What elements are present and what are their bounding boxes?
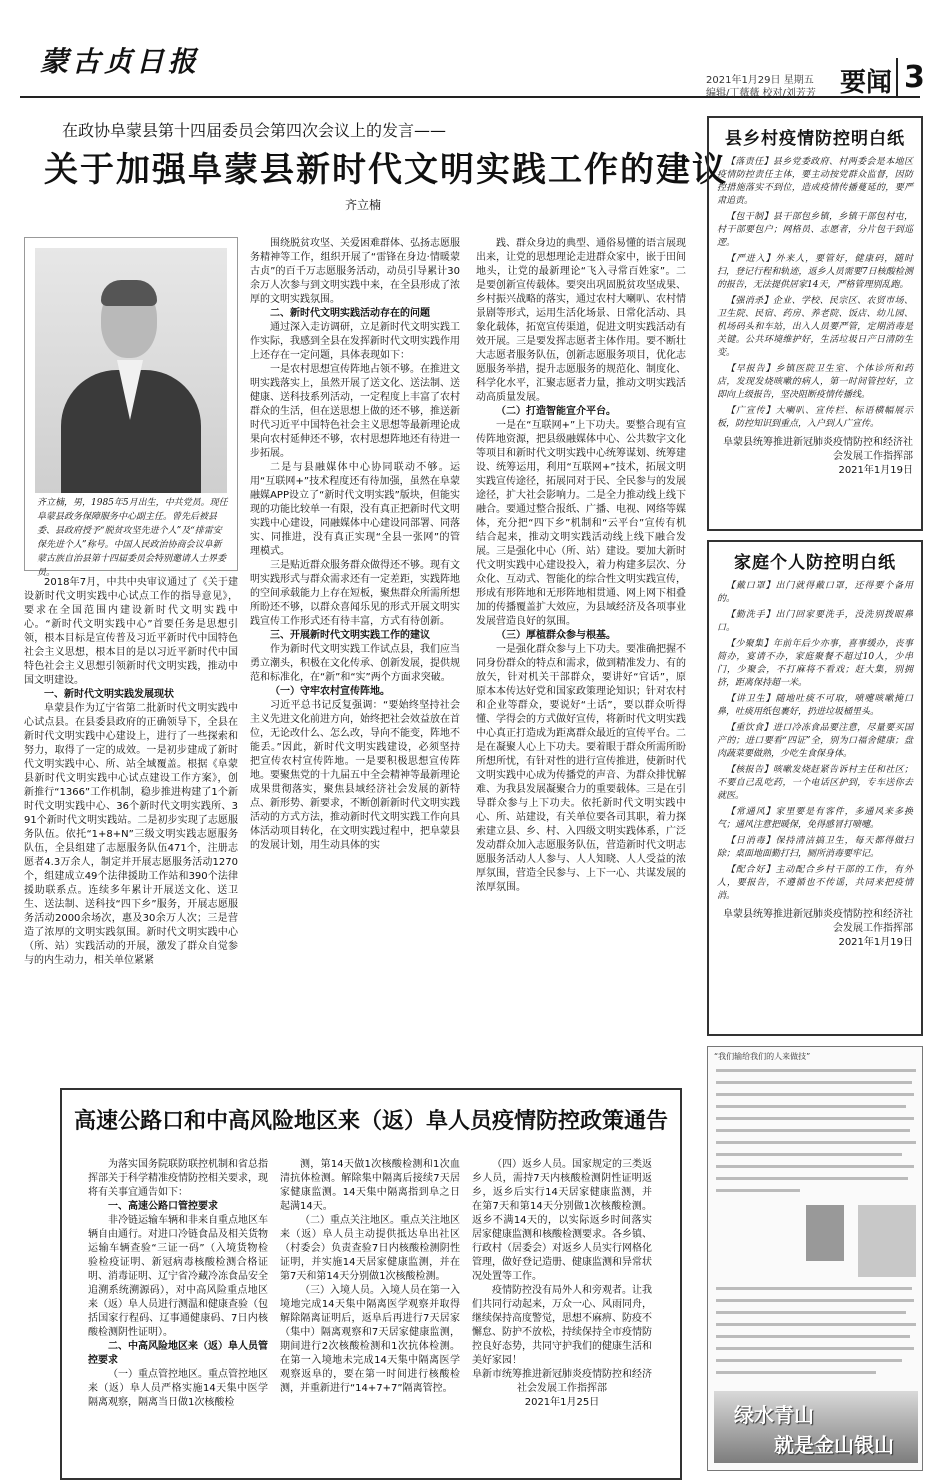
policy-subheading: 一、高速公路口管控要求 [108,1201,218,1212]
policy-column-2 [280,1158,460,1476]
issue-meta [706,74,816,100]
family-notice-item: 【戴口罩】出门就得戴口罩，还得要个备用的。 [717,581,913,604]
village-notice-item: 【包干制】县干部包乡镇，乡镇干部包村屯，村干部要包户；网格员、志愿者，分片包干到巡逻。 [717,212,913,248]
article-paragraph: 作为新时代文明实践工作试点县，我们应当勇立潮头，积极在文化传承、创新发展，提供规范和标准化，在“新”和“实”两个方面求突破。 [250,644,460,683]
article-paragraph: 二是与县融媒体中心协同联动不够。运用“互联网+”技术程度还有待加强，虽然在阜蒙融媒APP设立了“新时代文明实践”版块，但能实现的功能比较单一有限，没有真正把新时代文明实践中心建设，同融媒体中心建设同部署、同落实、同推进，没有真正实现“全县一张网”的管理模式。 [250,462,460,557]
masthead [20,18,925,99]
family-notice-footer [709,905,921,956]
thumbnail-image-2 [858,1205,916,1277]
family-notice-item: 【核报告】咳嗽发烧赶紧告诉村主任和社区；不要自己乱吃药，一个电话区护到，专车送你去就医。 [717,765,913,801]
policy-paragraph: 疫情防控没有局外人和旁观者。让我们共同行动起来，万众一心、风雨同舟，继续保持高度警觉，思想不麻痹、防疫不懈怠、防护不放松，持续保持全市疫情防控良好态势，共同守护我们的健康生活和美好家园！ [472,1285,652,1366]
family-notice-title: 家庭个人防控明白纸 [734,553,896,573]
family-notice-item: 【讲卫生】随地吐痰不可取，喷嚏咳嗽掩口鼻，吐痰用纸包裹好，扔进垃圾桶里头。 [717,694,913,717]
village-notice-item: 【严进入】外来人，要管好，健康码，随时扫，登记行程和轨迹，返乡人员需要7日核酸检测的报告，无法提供居家14天，严格管理别乱跑。 [717,254,913,290]
village-notice-org: 阜蒙县统筹推进新冠肺炎疫情防控和经济社会发展工作指挥部 [723,437,913,462]
village-notice-item: 【强消杀】企业、学校、民宗区、农贸市场、卫生院、民宿、药房、养老院、饭店、幼儿园、机场码头和车站，出入人员要严管，定期消毒是关键。公共环境维护好，生活垃圾日产日清防生变。 [717,296,913,358]
thumbnail-image-1 [806,1205,844,1261]
issue-date: 2021年1月29日 星期五 [706,75,814,86]
article-column-3 [476,237,686,1059]
article-paragraph: 一是在“互联网+”上下功夫。要整合现有宣传阵地资源，把县级融媒体中心、公共数字文化等项目和新时代文明实践中心统筹谋划、统筹建设、统筹运用，利用“互联网+”技术，拓展文明实践宣传途径，拓展同对于民、全民参与的发展途径，扩大社会影响力。二是全力推动线上线下融合。要通过整合报纸、广播、电视、网络等媒体，充分把“四下乡”机制和“云平台”宣传有机结合起来，推动文明实践活动线上线下融合发展。三是强化中心（所、站）建设。要加大新时代文明实践中心建设投入，着力构建多层次、分众化、互动式、智能化的综合性文明实践宣传，形成有形阵地和无形阵地相贯通、网上网下相叠加的传播覆盖扩大效应，为县域经济及各项事业发展营造良好的氛围。 [476,420,686,627]
family-notice-item: 【日消毒】保持清洁搞卫生，每天都得做扫除；桌面地面勤打扫，厕所消毒要牢记。 [717,836,913,859]
article-paragraph: 阜蒙县作为辽宁省第二批新时代文明实践中心试点县。在县委县政府的正确领导下，全县在新时代文明实践中心建设上，进行了一些探索和努力，取得了一定的成效。一是初步建成了新时代文明实践中心、所、站全域覆盖。根据《阜蒙县新时代文明实践中心试点建设工作方案》，创新推行“1366”工作机制，稳步推进构建了1个新时代文明实践中心、36个新时代文明实践所、391个新时代文明实践站。二是初步实现了志愿服务队伍。依托“1+8+N”三级文明实践志愿服务队伍，全县组建了志愿服务队伍471个，注册志愿者4.3万余人，制定并开展志愿服务活动1270个，组建成立49个法律援助工作站和390个法律援助联系点。连续多年累计开展送文化、送卫生、送法制、送科技“四下乡”服务，开展志愿服务活动2000余场次，惠及30余万人次；三是营造了浓厚的文明实践氛围。新时代文明实践中心（所、站）实践活动的开展，激发了群众自觉参与的内生动力，相关单位紧紧 [24,703,238,966]
article-paragraph: 围绕脱贫攻坚、关爱困难群体、弘扬志愿服务精神等工作，组织开展了“雷锋在身边·情暖蒙古贞”的百千万志愿服务活动，动员引导累计30余万人次参与到文明实践中来，在全县形成了浓厚的文明实践氛围。 [250,238,460,305]
article-headline: 关于加强阜蒙县新时代文明实践工作的建议 [44,150,728,190]
paper-name-logo: 蒙古贞日报 [40,45,201,78]
article-column-2 [250,237,460,1059]
village-notice-item: 【落责任】县乡党委政府、村两委会是本地区疫情防控责任主体，要主动按党群众监督，因防控措施落实不到位，造成疫情传播蔓延的，要严肃追责。 [717,157,913,206]
policy-paragraph: 为落实国务院联防联控机制和省总指挥部关于科学精准疫情防控相关要求，现将有关事宜通告如下： [88,1159,268,1198]
family-notice-org: 阜蒙县统筹推进新冠肺炎疫情防控和经济社会发展工作指挥部 [723,909,913,934]
village-notice-item: 【早报告】乡镇医院卫生室、个体诊所和药店，发现发烧咳嗽的病人，第一时间管控好，立即向上级报告，坚决阻断疫情传播线。 [717,364,913,400]
policy-paragraph: 非冷链运输车辆和非来自重点地区车辆自由通行。对进口冷链食品及相关货物运输车辆查验“三证一码”（入境货物检验检疫证明、新冠病毒核酸检测合格证明、消毒证明、辽宁省冷藏冷冻食品安全追溯系统溯源码），对中高风险重点地区来（返）阜人员进行测温和健康查验（包括国家行程码、辽事通健康码、7日内核酸检测阴性证明）。 [88,1215,268,1338]
article-paragraph: 一是强化群众参与上下功夫。要准确把握不同身份群众的特点和需求，做到精准发力、有的放矢，针对机关干部群众，要讲好“官话”，原原本本传达好党和国家政策理论知识；针对农村和企业等群众，要说好“土话”，要以群众听得懂、学得会的方式做好宣传，将新时代文明实践中心真正打造成为距离群众最近的宣传平台。二是在凝聚人心上下功夫。要着眼于群众所需所盼所想所忧，有针对性的进行宣传推进，使新时代文明实践中心成为传播党的声音、为群众排忧解难、为我县发展凝聚合力的重要载体。三是在引导群众参与上下功夫。依托新时代文明实践中心、所、站建设，有关单位要各司其职，着力探索建立县、乡、村、入四级文明实践体系，广泛发动群众加入志愿服务队伍，营造新时代文明志愿服务活动人人参与、人人知晓、人人受益的浓厚氛围，营造全民参与、上下一心、共谋发展的浓厚氛围。 [476,644,686,893]
policy-notice-title: 高速公路口和中高风险地区来（返）阜人员疫情防控政策通告 [73,1108,668,1134]
family-notice-item: 【常通风】家里要是有客件，多通风来多换气；通风注意把暖保，免得感冒打喷嚏。 [717,807,913,830]
section-name: 要闻 [840,68,893,98]
article-paragraph: 2018年7月，中共中央审议通过了《关于建设新时代文明实践中心试点工作的指导意见》，要求在全国范围内建设新时代文明实践中心。“新时代文明实践中心”首要任务是思想引领，根本目标是宣传普及习近平新时代中国特色社会主义思想，根本目的是以习近平新时代中国特色社会主义思想引领新时代文明实践，推动中国文明建设。 [24,577,238,686]
page-number: 3 [896,58,930,98]
article-subheading: （一）守牢农村宣传阵地。 [270,686,390,697]
family-notice-date: 2021年1月19日 [838,937,913,948]
article-subheading: 二、新时代文明实践活动存在的问题 [270,308,430,319]
article-paragraph: 一是农村思想宣传阵地占领不够。在推进文明实践落实上，虽然开展了送文化、送法制、送健康、送科技系列活动，一定程度上丰富了农村群众的生活，但在送思想上做的还不够，推送新时代习近平中国特色社会主义思想等最新理论成果向农村延伸还不够，农村思想阵地还有待进一步拓展。 [250,364,460,459]
issue-editors: 编辑/丁薇薇 校对/刘芳芳 [706,88,816,99]
ad-line-1: 绿水青山 [734,1403,814,1427]
family-prevention-notice [707,540,923,1036]
village-notice-title: 县乡村疫情防控明白纸 [725,129,905,149]
policy-column-3 [472,1158,652,1476]
article-byline: 齐立楠 [345,198,382,212]
policy-paragraph: （二）重点关注地区。重点关注地区来（返）阜人员主动提供抵达阜出社区（村委会）负责查验7日内核酸检测阴性证明，并实施14天居家健康监测，并在第7天和第14天分别做1次核酸检测。 [280,1215,460,1282]
policy-paragraph: 阜新市统筹推进新冠肺炎疫情防控和经济社会发展工作指挥部 [472,1369,652,1394]
policy-paragraph: （一）重点管控地区。重点管控地区来（返）阜人员严格实施14天集中医学隔离观察，隔离当日做1次核酸检 [88,1369,268,1408]
article-paragraph: 习近平总书记反复强调：“要始终坚持社会主义先进文化前进方向，始终把社会效益放在首位，无论改什么、怎么改，导向不能变，阵地不能丢。”因此，新时代文明实践建设，必须坚持把宣传农村宣传阵地。一是要积极思想宣传阵地。要聚焦党的十九届五中全会精神等最新理论成果贯彻落实，聚焦县域经济社会发展的新特点、新形势、新要求，不断创新新时代文明实践活动的方式方法，推动新时代文明实践工作向具体活动项目转化，在文明实践过程中，把阜蒙县的发展计划，用生动具体的实 [250,700,460,851]
village-prevention-notice [707,116,923,531]
policy-paragraph: （四）返乡人员。国家规定的三类返乡人员，需持7天内核酸检测阴性证明返乡，返乡后实行14天居家健康监测，并在第7天和第14天分别做1次核酸检测。返乡不满14天的，以实际返乡时间落实居家健康监测和核酸检测要求。各乡镇、行政村（居委会）对返乡人员实行网格化管理，做好登记造册、健康监测和异常状况处置等工作。 [472,1159,652,1282]
article-paragraph: 三是贴近群众服务群众做得还不够。现有文明实践形式与群众需求还有一定差距，实践阵地的空间承载能力上存在短板，聚焦群众所需所想所盼还不够，以群众喜闻乐见的形式开展文明实践宣传工作形式还有待丰富，方式有待创新。 [250,560,460,627]
article-kicker: 在政协阜蒙县第十四届委员会第四次会议上的发言—— [62,121,447,140]
article-subheading: （二）打造智能宣介平台。 [496,406,616,417]
author-photo [35,248,227,493]
article-subheading: （三）厚植群众参与根基。 [496,630,616,641]
village-notice-date: 2021年1月19日 [838,465,913,476]
article-column-1 [24,576,238,1056]
article-subheading: 三、开展新时代文明实践工作的建议 [270,630,430,641]
author-photo-caption: 齐立楠，男，1985年5月出生，中共党员。现任阜蒙县政务保障服务中心副主任。曾先后被县委、县政府授予“脱贫攻坚先进个人”及“排雷安保先进个人”称号。中国人民政治协商会议阜新蒙古族自治县第十四届委员会特别邀请人士界委员。 [37,498,228,578]
village-notice-item: 【广宣传】大喇叭、宣传栏、标语横幅展示板，防控知识到重点，入户到人广宣传。 [717,406,913,429]
policy-notice [60,1088,682,1480]
author-photo-box [24,237,238,578]
policy-paragraph: （三）入境人员。入境人员在第一入境地完成14天集中隔离医学观察并取得解除隔离证明后，返阜后再进行7天居家（集中）隔离观察和7天居家健康监测，期间进行2次核酸检测和1次抗体检测。在第一入境地未完成14天集中隔离医学观察返阜的，要在第一时间进行核酸检测，并重新进行“14+7+7”隔离管控。 [280,1285,460,1394]
thumbnail-header: “我们输给我们的人来做技” [714,1052,811,1061]
article-subheading: 一、新时代文明实践发展现状 [44,689,174,700]
article-paragraph: 通过深入走访调研，立足新时代文明实践工作实际，我感到全县在发挥新时代文明实践作用上还存在一定问题，具体表现如下： [250,322,460,361]
village-notice-footer [709,433,921,484]
article-paragraph: 践、群众身边的典型、通俗易懂的语言展现出来，让党的思想理论走进群众家中，嵌于田间地头，让党的最新理论“飞入寻常百姓家”。二是要创新宣传载体。要突出巩固脱贫攻坚成果、乡村振兴战略的落实，通过农村大喇叭、农村情景剧等形式，运用生活化场景、日常化活动、具象化载体，拓宽宣传渠道，促进文明实践活动有效开展。三是要发挥志愿者主体作用。要不断壮大志愿者服务队伍，创新志愿服务项目，优化志愿服务举措，提升志愿服务的规范化、制度化、科学化水平，汇聚志愿者力量，推动文明实践活动高质量发展。 [476,238,686,403]
family-notice-item: 【少聚集】年前年后少亦事，喜事缓办，丧事简办，宴请不办，家庭聚餐不超过10人，少串门，少聚会，不打麻将不看戏；赶大集，别拥挤，距离保持超一米。 [717,639,913,688]
ad-line-2: 就是金山银山 [774,1433,894,1457]
policy-paragraph: 2021年1月25日 [524,1397,600,1408]
policy-column-1 [88,1158,268,1476]
ad-banner [714,1391,918,1463]
policy-paragraph: 测，第14天做1次核酸检测和1次血清抗体检测。解除集中隔离后接续7天居家健康监测。14天集中隔离指到阜之日起满14天。 [280,1159,460,1212]
policy-subheading: 二、中高风险地区来（返）阜人员管控要求 [88,1341,268,1366]
family-notice-item: 【重饮食】进口冷冻食品要注意，尽量要买国产的；进口要看“四证”全，别为口福舍健康；盘肉蔬菜要做熟，少吃生食保身体。 [717,723,913,759]
family-notice-item: 【配合好】主动配合乡村干部的工作，有外人，要报告，不遵循也不传谣，共同来把疫情消。 [717,865,913,901]
page-thumbnail [707,1046,923,1471]
family-notice-item: 【勤洗手】出门回家要洗手，没洗别拨眼鼻口。 [717,610,913,633]
